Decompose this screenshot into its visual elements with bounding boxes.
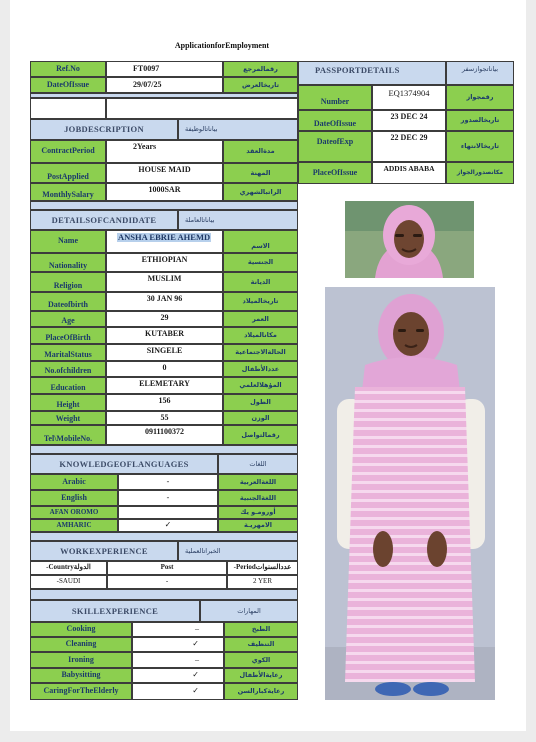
language-label: AFAN OROMO (30, 506, 118, 519)
candidate-field-label: Religion (30, 272, 106, 292)
candidate-name-label: Name (30, 230, 106, 253)
candidate-details-heading: DETAILSOFCANDIDATE (30, 210, 178, 230)
skill-label: Ironing (30, 652, 132, 668)
full-body-photo (325, 287, 495, 700)
spacer-row (30, 589, 298, 600)
candidate-field-value: ETHIOPIAN (106, 253, 223, 272)
candidate-field-ar: الديانة (223, 272, 298, 292)
skill-level: ✓ (132, 637, 224, 652)
candidate-field-ar: تاريخالميلاد (223, 292, 298, 311)
monthly-salary-label: MonthlySalary (30, 183, 106, 201)
skill-level: ✓ (132, 683, 224, 700)
candidate-field-value: 30 JAN 96 (106, 292, 223, 311)
language-label: Arabic (30, 474, 118, 490)
language-level: - (118, 490, 218, 506)
ref-no-label: Ref.No (30, 61, 106, 77)
languages-heading: KNOWLEDGEOFLANGUAGES (30, 454, 218, 474)
monthly-salary-value: 1000SAR (106, 183, 223, 201)
application-form (10, 0, 526, 731)
candidate-field-value: 0 (106, 361, 223, 377)
language-level (118, 506, 218, 519)
candidate-field-value: SINGELE (106, 344, 223, 361)
language-ar: الامهريـة (218, 519, 298, 532)
candidate-field-label: Height (30, 394, 106, 411)
skill-level: – (132, 652, 224, 668)
passport-place-label: PlaceOfIssue (298, 162, 372, 184)
passport-issue-value: 23 DEC 24 (372, 110, 446, 131)
candidate-field-label: Weight (30, 411, 106, 425)
passport-number-label: Number (298, 85, 372, 110)
work-period-header: -Periodعددالسنوات (227, 561, 298, 575)
candidate-field-label: Age (30, 311, 106, 327)
candidate-name-text: ANSHA EBRIE AHEMD (118, 232, 211, 242)
skill-level: ✓ (132, 668, 224, 683)
candidate-field-ar: الحالةالاجتماعية (223, 344, 298, 361)
passport-issue-ar: تاريخالصدور (446, 110, 514, 131)
skill-ar: رعايةالأطفال (224, 668, 298, 683)
work-period-value: 2 YER (227, 575, 298, 589)
post-applied-label: PostApplied (30, 163, 106, 183)
candidate-field-label: No.ofchildren (30, 361, 106, 377)
candidate-field-ar: عددالأطفال (223, 361, 298, 377)
passport-number-ar: رقمجواز (446, 85, 514, 110)
passport-expiry-ar: تاريخالانتهاء (446, 131, 514, 162)
ref-no-ar: رقمالمرجع (223, 61, 298, 77)
candidate-field-label: Education (30, 377, 106, 394)
skill-label: Cleaning (30, 637, 132, 652)
language-label: English (30, 490, 118, 506)
work-country-value: -SAUDI (30, 575, 107, 589)
skill-label: CaringForTheElderly (30, 683, 132, 700)
spacer-row (30, 532, 298, 541)
language-ar: اللغةالعربية (218, 474, 298, 490)
language-ar: أورومـو يك (218, 506, 298, 519)
spacer-cell (106, 98, 298, 119)
candidate-field-value: 29 (106, 311, 223, 327)
candidate-field-label: PlaceOfBirth (30, 327, 106, 344)
monthly-salary-ar: الراتبالشهري (223, 183, 298, 201)
date-issue-ar: تاريخالعرض (223, 77, 298, 93)
passport-expiry-label: DateofExp (298, 131, 372, 162)
work-experience-heading-ar: الخبراتالعملية (178, 541, 298, 561)
candidate-field-ar: مكانالميلاد (223, 327, 298, 344)
skill-ar: الكوي (224, 652, 298, 668)
language-level: - (118, 474, 218, 490)
full-body-illustration (325, 287, 495, 700)
job-description-heading: JOBDESCRIPTION (30, 119, 178, 140)
date-issue-value: 29/07/25 (106, 77, 223, 93)
candidate-field-label: Tel\MobileNo. (30, 425, 106, 445)
skill-label: Babysitting (30, 668, 132, 683)
candidate-field-label: Nationality (30, 253, 106, 272)
languages-heading-ar: اللغات (218, 454, 298, 474)
date-issue-label: DateOfIssue (30, 77, 106, 93)
candidate-field-ar: العمر (223, 311, 298, 327)
job-description-heading-ar: بياناتالوظيفة (178, 119, 298, 140)
post-applied-ar: المهنة (223, 163, 298, 183)
work-post-value: - (107, 575, 227, 589)
candidate-name-ar: الاسم (223, 230, 298, 253)
passport-issue-label: DateOfIssue (298, 110, 372, 131)
candidate-field-ar: الوزن (223, 411, 298, 425)
spacer-cell (30, 98, 106, 119)
spacer-row (30, 445, 298, 454)
spacer-row (30, 201, 298, 210)
candidate-field-ar: المؤهلالعلمي (223, 377, 298, 394)
passport-place-ar: مكانصدورالجواز (446, 162, 514, 184)
candidate-field-label: MaritalStatus (30, 344, 106, 361)
passport-details-heading: PASSPORTDETAILS (298, 61, 446, 85)
work-experience-heading: WORKEXPERIENCE (30, 541, 178, 561)
skill-ar: رعايةكبارالسن (224, 683, 298, 700)
work-post-header: Post (107, 561, 227, 575)
candidate-field-ar: الجنسية (223, 253, 298, 272)
candidate-name-value (106, 230, 223, 253)
passport-place-value: ADDIS ABABA (372, 162, 446, 184)
passport-expiry-value: 22 DEC 29 (372, 131, 446, 162)
language-label: AMHARIC (30, 519, 118, 532)
contract-period-label: ContractPeriod (30, 140, 106, 163)
portrait-illustration (345, 201, 474, 278)
candidate-field-ar: رقمالتواصل (223, 425, 298, 445)
skills-heading: SKILLEXPERIENCE (30, 600, 200, 622)
form-title: ApplicationforEmployment (174, 41, 270, 50)
language-ar: اللغةالجنبية (218, 490, 298, 506)
contract-period-value: 2Years (106, 140, 223, 163)
portrait-photo (345, 201, 474, 278)
passport-details-heading-ar: بياناتجوازسفر (446, 61, 514, 85)
contract-period-ar: مدةالعقد (223, 140, 298, 163)
passport-number-value: EQ1374904 (372, 85, 446, 110)
skill-ar: التنظيف (224, 637, 298, 652)
work-country-header: -Countryالدولة (30, 561, 107, 575)
candidate-field-value: KUTABER (106, 327, 223, 344)
candidate-field-label: Dateofbirth (30, 292, 106, 311)
candidate-field-value: MUSLIM (106, 272, 223, 292)
candidate-field-value: 55 (106, 411, 223, 425)
skills-heading-ar: المهارات (200, 600, 298, 622)
candidate-field-ar: الطول (223, 394, 298, 411)
candidate-field-value: 156 (106, 394, 223, 411)
skill-level: – (132, 622, 224, 637)
ref-no-value: FT0097 (106, 61, 223, 77)
candidate-details-heading-ar: بياناتالعاملة (178, 210, 298, 230)
candidate-field-value: ELEMETARY (106, 377, 223, 394)
candidate-field-value: 0911100372 (106, 425, 223, 445)
skill-ar: الطبخ (224, 622, 298, 637)
skill-label: Cooking (30, 622, 132, 637)
post-applied-value: HOUSE MAID (106, 163, 223, 183)
language-level: ✓ (118, 519, 218, 532)
